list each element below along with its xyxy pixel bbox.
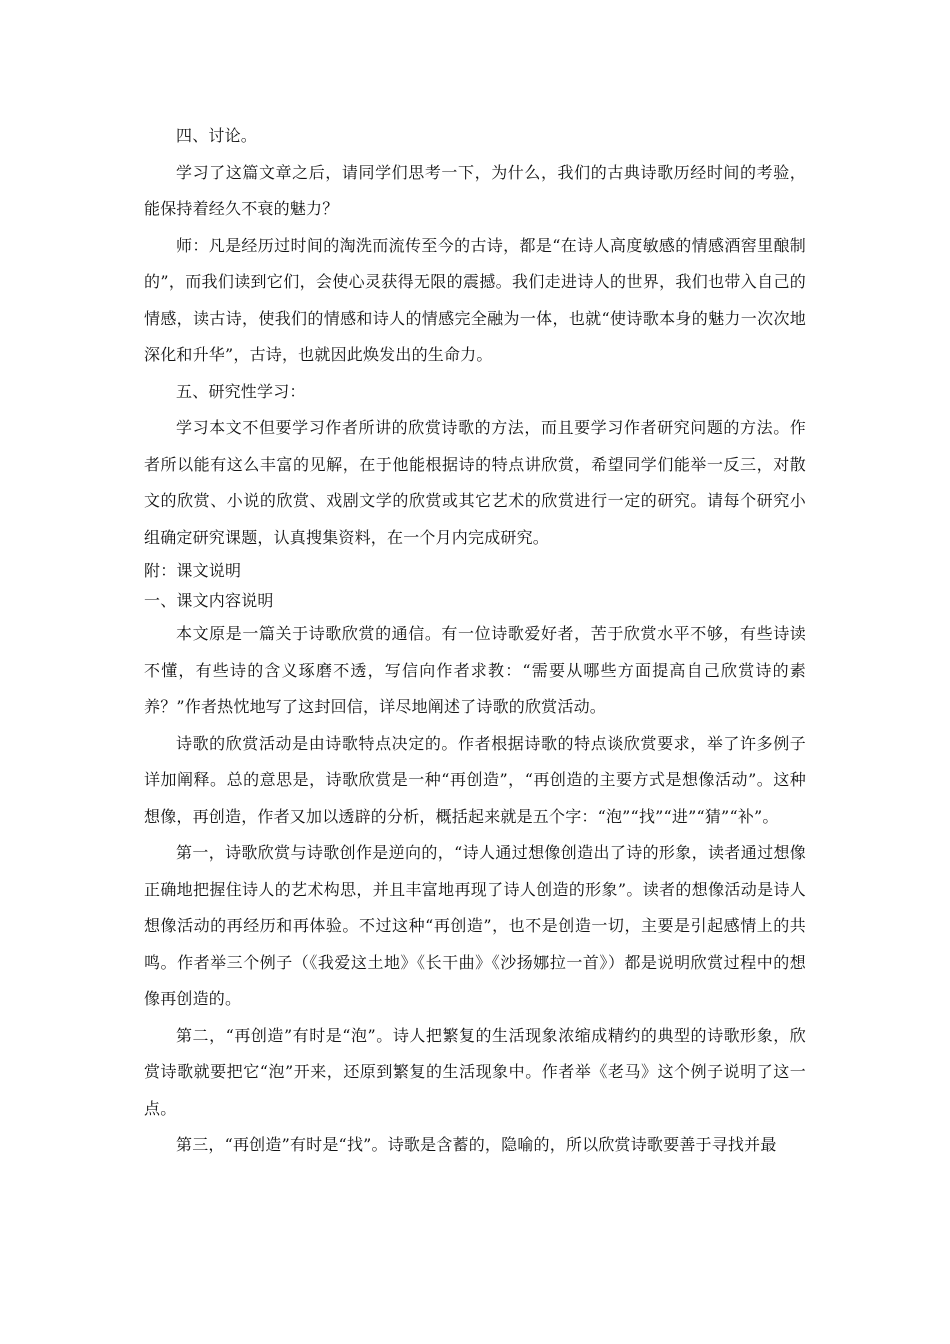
paragraph-point-two: 第二，“再创造”有时是“泡”。诗人把繁复的生活现象浓缩成精约的典型的诗歌形象，欣赏诗歌就要把它“泡”开来，还原到繁复的生活现象中。作者举《老马》这个例子说明了这一点。 xyxy=(144,1025,806,1118)
appendix-heading: 附：课文说明 xyxy=(144,561,242,580)
paragraph-point-one: 第一，诗歌欣赏与诗歌创作是逆向的，“诗人通过想像创造出了诗的形象，读者通过想像正确地把握住诗人的艺术构思，并且丰富地再现了诗人创造的形象”。读者的想像活动是诗人想像活动的再经历和再体验。不过这种“再创造”，也不是创造一切，主要是引起感情上的共鸣。作者举三个例子（《我爱这土地》《长干曲》《沙扬娜拉一首》）都是说明欣赏过程中的想像再创造的。 xyxy=(144,843,806,1008)
section-heading-discussion: 四、讨论。 xyxy=(176,126,258,145)
section-heading-research: 五、研究性学习： xyxy=(176,381,306,401)
paragraph-discussion-question: 学习了这篇文章之后，请同学们思考一下，为什么，我们的古典诗歌历经时间的考验，能保持着经久不衰的魅力？ xyxy=(144,162,806,218)
paragraph-origin: 本文原是一篇关于诗歌欣赏的通信。有一位诗歌爱好者，苦于欣赏水平不够，有些诗读不懂，有些诗的含义琢磨不透，写信向作者求教：“需要从哪些方面提高自己欣赏诗的素养？”作者热忱地写了这封回信，详尽地阐述了诗歌的欣赏活动。 xyxy=(144,624,806,716)
paragraph-point-three: 第三，“再创造”有时是“找”。诗歌是含蓄的，隐喻的，所以欣赏诗歌要善于寻找并最 xyxy=(176,1135,777,1154)
paragraph-teacher-answer: 师：凡是经历过时间的淘洗而流传至今的古诗，都是“在诗人高度敏感的情感酒窖里酿制的”，而我们读到它们，会使心灵获得无限的震撼。我们走进诗人的世界，我们也带入自己的情感，读古诗，使我们的情感和诗人的情感完全融为一体，也就“使诗歌本身的魅力一次次地深化和升华”，古诗，也就因此焕发出的生命力。 xyxy=(144,235,806,364)
paragraph-appreciation-overview: 诗歌的欣赏活动是由诗歌特点决定的。作者根据诗歌的特点谈欣赏要求，举了许多例子详加阐释。总的意思是，诗歌欣赏是一种“再创造”，“再创造的主要方式是想像活动”。这种想像，再创造，作者又加以透辟的分析，概括起来就是五个字：“泡”“找”“进”“猜”“补”。 xyxy=(144,733,806,826)
document-page xyxy=(144,118,806,1164)
section-heading-content-notes: 一、课文内容说明 xyxy=(144,591,274,610)
paragraph-research: 学习本文不但要学习作者所讲的欣赏诗歌的方法，而且要学习作者研究问题的方法。作者所以能有这么丰富的见解，在于他能根据诗的特点讲欣赏，希望同学们能举一反三，对散文的欣赏、小说的欣赏、戏剧文学的欣赏或其它艺术的欣赏进行一定的研究。请每个研究小组确定研究课题，认真搜集资料，在一个月内完成研究。 xyxy=(144,418,806,547)
